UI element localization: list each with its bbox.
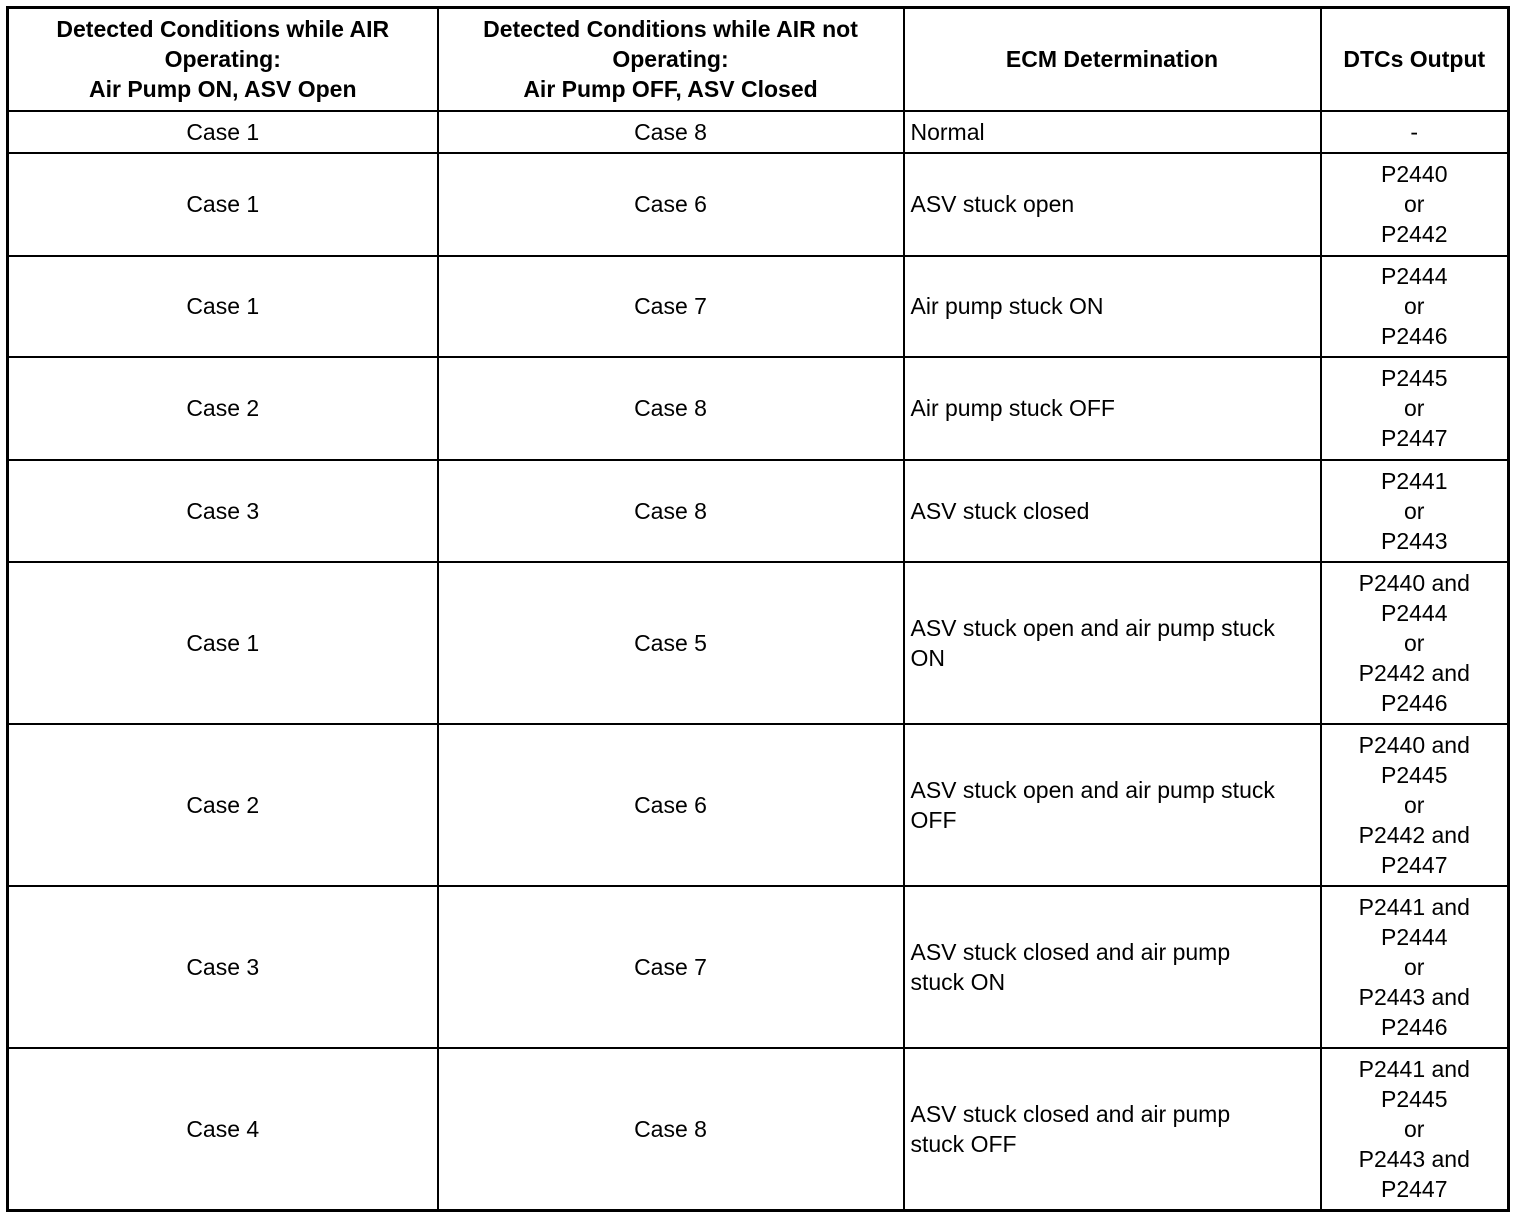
table-row — [8, 562, 1509, 724]
air-operating-case: Case 1 — [8, 256, 438, 357]
dtc-output-line: P2443 and — [1358, 983, 1470, 1010]
dtc-output-line: P2446 — [1380, 689, 1448, 716]
dtc-output — [1321, 460, 1509, 562]
dtc-output-line: P2442 — [1380, 221, 1448, 247]
dtc-output-line: P2445 — [1380, 761, 1448, 788]
dtc-output-line: P2442 and — [1358, 659, 1470, 686]
ecm-determination — [904, 357, 1321, 460]
ecm-determination — [904, 724, 1321, 886]
table-row — [8, 724, 1509, 886]
ecm-determination — [904, 111, 1321, 153]
header-line: DTCs Output — [1343, 46, 1486, 73]
dtc-output-line: P2445 — [1380, 365, 1448, 391]
air-not-operating-case: Case 7 — [438, 256, 904, 357]
dtc-output-line: P2440 and — [1358, 569, 1470, 596]
header-line: Air Pump ON, ASV Open — [88, 76, 357, 103]
header-line: Operating: — [612, 46, 729, 73]
table-row — [8, 886, 1509, 1048]
dtc-output-line: P2447 — [1380, 1175, 1448, 1202]
ecm-determination-line: ASV stuck open and air pump stuck — [910, 614, 1275, 641]
dtc-determination-table — [6, 6, 1510, 1212]
dtc-output-line: P2441 and — [1358, 1055, 1470, 1082]
ecm-determination — [904, 153, 1321, 256]
ecm-determination — [904, 460, 1321, 562]
dtc-output-line: P2444 — [1380, 923, 1448, 950]
dtc-output-line: P2443 — [1380, 527, 1448, 554]
header-line: Detected Conditions while AIR — [56, 16, 390, 43]
ecm-determination-line: Air pump stuck ON — [910, 293, 1104, 319]
dtc-output — [1321, 562, 1509, 724]
ecm-determination-line: ASV stuck open — [910, 191, 1075, 217]
ecm-determination-line: OFF — [910, 806, 957, 833]
table-row — [8, 1048, 1509, 1211]
table-row — [8, 153, 1509, 256]
dtc-output-line: P2444 — [1380, 599, 1448, 626]
air-operating-case: Case 1 — [8, 562, 438, 724]
dtc-output-line: - — [1410, 118, 1419, 145]
dtc-output-line: or — [1404, 395, 1425, 421]
dtc-output-line: or — [1404, 497, 1425, 524]
dtc-output-line: P2447 — [1380, 425, 1448, 451]
header-line: Air Pump OFF, ASV Closed — [523, 76, 818, 103]
dtc-output-line: or — [1404, 953, 1425, 980]
dtc-output-line: or — [1404, 1115, 1425, 1142]
ecm-determination-line: ASV stuck closed and air pump — [910, 938, 1231, 965]
ecm-determination-line: ASV stuck closed and air pump — [910, 1100, 1231, 1127]
ecm-determination-line: ASV stuck closed — [910, 497, 1090, 524]
header-air-not-operating — [438, 8, 904, 111]
header-row — [8, 8, 1509, 111]
dtc-output — [1321, 256, 1509, 357]
ecm-determination-line: Normal — [910, 118, 985, 145]
air-not-operating-case: Case 6 — [438, 724, 904, 886]
table-row — [8, 460, 1509, 562]
air-operating-case: Case 2 — [8, 724, 438, 886]
dtc-output-line: or — [1404, 629, 1425, 656]
table-row — [8, 111, 1509, 153]
ecm-determination-line: ASV stuck open and air pump stuck — [910, 776, 1275, 803]
header-line: Detected Conditions while AIR not — [483, 16, 858, 43]
air-operating-case: Case 1 — [8, 111, 438, 153]
dtc-output-line: P2441 — [1380, 467, 1448, 494]
dtc-output — [1321, 357, 1509, 460]
dtc-output-line: P2446 — [1380, 323, 1448, 349]
header-dtcs-output — [1321, 8, 1509, 111]
header-ecm-determination — [904, 8, 1321, 111]
header-line: Operating: — [164, 46, 281, 73]
dtc-output — [1321, 153, 1509, 256]
dtc-output-line: P2440 — [1380, 161, 1448, 187]
air-not-operating-case: Case 8 — [438, 460, 904, 562]
dtc-output-line: P2446 — [1380, 1013, 1448, 1040]
dtc-output-line: or — [1404, 293, 1425, 319]
dtc-output-line: P2447 — [1380, 851, 1448, 878]
dtc-output-line: P2443 and — [1358, 1145, 1470, 1172]
table-row — [8, 256, 1509, 357]
ecm-determination-line: ON — [910, 644, 945, 671]
dtc-output-line: P2441 and — [1358, 893, 1470, 920]
air-operating-case: Case 4 — [8, 1048, 438, 1211]
ecm-determination — [904, 886, 1321, 1048]
air-not-operating-case: Case 7 — [438, 886, 904, 1048]
air-not-operating-case: Case 8 — [438, 357, 904, 460]
ecm-determination — [904, 562, 1321, 724]
ecm-determination — [904, 1048, 1321, 1211]
air-operating-case: Case 3 — [8, 460, 438, 562]
air-not-operating-case: Case 8 — [438, 1048, 904, 1211]
dtc-output-line: or — [1404, 191, 1425, 217]
dtc-output — [1321, 724, 1509, 886]
dtc-output — [1321, 1048, 1509, 1211]
air-operating-case: Case 3 — [8, 886, 438, 1048]
header-air-operating — [8, 8, 438, 111]
air-not-operating-case: Case 6 — [438, 153, 904, 256]
dtc-output-line: or — [1404, 791, 1425, 818]
dtc-output — [1321, 111, 1509, 153]
dtc-output — [1321, 886, 1509, 1048]
dtc-output-line: P2440 and — [1358, 731, 1470, 758]
air-not-operating-case: Case 8 — [438, 111, 904, 153]
air-operating-case: Case 2 — [8, 357, 438, 460]
ecm-determination-line: stuck OFF — [910, 1130, 1017, 1157]
ecm-determination — [904, 256, 1321, 357]
table-row — [8, 357, 1509, 460]
table-body — [8, 111, 1509, 1211]
ecm-determination-line: stuck ON — [910, 968, 1006, 995]
header-line: ECM Determination — [1005, 46, 1219, 73]
ecm-determination-line: Air pump stuck OFF — [910, 395, 1115, 421]
dtc-output-line: P2445 — [1380, 1085, 1448, 1112]
dtc-output-line: P2442 and — [1358, 821, 1470, 848]
dtc-output-line: P2444 — [1380, 263, 1448, 289]
air-operating-case: Case 1 — [8, 153, 438, 256]
air-not-operating-case: Case 5 — [438, 562, 904, 724]
